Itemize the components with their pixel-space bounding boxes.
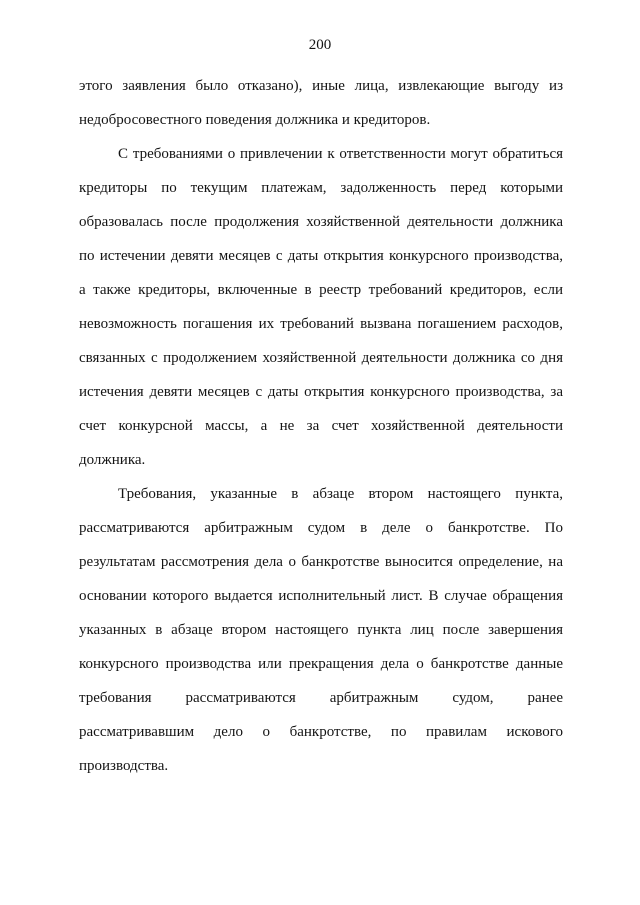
text-line: по истечении девяти месяцев с даты открытия конкурсного производства, bbox=[79, 248, 563, 264]
text-line: требования рассматриваются арбитражным судом, ранее bbox=[79, 690, 563, 706]
text-line: производства. bbox=[79, 758, 169, 774]
text-line: кредиторы по текущим платежам, задолженность перед которыми bbox=[79, 180, 563, 196]
text-line: а также кредиторы, включенные в реестр требований кредиторов, если bbox=[79, 282, 563, 298]
text-line: счет конкурсной массы, а не за счет хозяйственной деятельности bbox=[79, 418, 563, 434]
text-line: этого заявления было отказано), иные лица, извлекающие выгоду из bbox=[79, 78, 563, 94]
text-line: истечения девяти месяцев с даты открытия конкурсного производства, за bbox=[79, 384, 563, 400]
text-line: результатам рассмотрения дела о банкротстве выносится определение, на bbox=[79, 554, 563, 570]
text-line: связанных с продолжением хозяйственной деятельности должника со дня bbox=[79, 350, 563, 366]
paragraph-first-line: С требованиями о привлечении к ответственности могут обратиться bbox=[118, 146, 563, 162]
text-line: недобросовестного поведения должника и кредиторов. bbox=[79, 112, 431, 128]
text-line: рассматривавшим дело о банкротстве, по правилам искового bbox=[79, 724, 563, 740]
text-line: конкурсного производства или прекращения дела о банкротстве данные bbox=[79, 656, 563, 672]
text-line: должника. bbox=[79, 452, 146, 468]
text-line: рассматриваются арбитражным судом в деле о банкротстве. По bbox=[79, 520, 563, 536]
paragraph-first-line: Требования, указанные в абзаце втором настоящего пункта, bbox=[118, 486, 563, 502]
text-line: основании которого выдается исполнительный лист. В случае обращения bbox=[79, 588, 563, 604]
text-line: невозможность погашения их требований вызвана погашением расходов, bbox=[79, 316, 563, 332]
text-line: указанных в абзаце втором настоящего пункта лиц после завершения bbox=[79, 622, 563, 638]
page-number: 200 bbox=[308, 37, 332, 53]
text-line: образовалась после продолжения хозяйственной деятельности должника bbox=[79, 214, 563, 230]
